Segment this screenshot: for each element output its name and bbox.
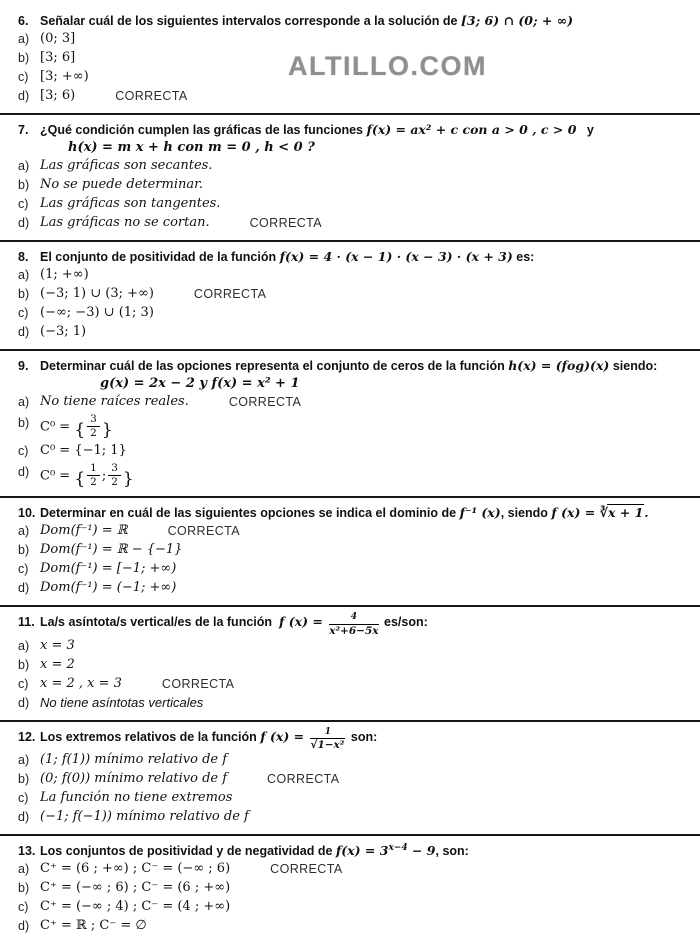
correcta-label: CORRECTA: [115, 89, 188, 103]
question-header: [18, 613, 688, 636]
title-math: f⁻¹ (x): [459, 505, 501, 521]
title-tail: son:: [350, 729, 378, 744]
option-row: [18, 214, 688, 232]
question-header: [18, 357, 688, 393]
option-row: [18, 266, 688, 284]
option-text: C⁺ = ℝ ; C⁻ = ∅: [40, 917, 147, 933]
close-brace: }: [101, 420, 113, 440]
title-math: [336, 843, 436, 858]
question-number: 10.: [18, 506, 36, 521]
fraction-numerator: 3: [108, 463, 121, 476]
option-letter: a): [18, 638, 30, 653]
title-mid: , siendo: [500, 506, 548, 521]
option-row: [18, 414, 688, 439]
question-number: 8.: [18, 250, 29, 264]
close-brace: }: [122, 469, 134, 490]
fraction-denominator: 2: [90, 476, 97, 489]
option-letter: c): [18, 899, 29, 914]
title-text: Los extremos relativos de la función: [40, 729, 257, 744]
option-row: [18, 157, 688, 175]
option-text: C⁺ = (−∞ ; 6) ; C⁻ = (6 ; +∞): [40, 879, 231, 895]
option-row: [18, 751, 688, 769]
option-row: [18, 808, 688, 826]
option-row: [18, 195, 688, 213]
title-text: Determinar cuál de las opciones representa el conjunto de ceros de la función: [40, 359, 505, 373]
option-row: [18, 87, 688, 105]
function-expr: f (x) =: [278, 614, 323, 630]
option-text: (−1; f(−1)) mínimo relativo de f: [40, 808, 249, 824]
option-letter: b): [18, 880, 30, 895]
title-math-line2: h(x) = m x + h con m = 0 , h < 0 ?: [68, 140, 315, 155]
option-row: [18, 789, 688, 807]
fraction-denominator: 2: [111, 476, 118, 489]
option-row: [18, 442, 688, 460]
option-text: [40, 414, 113, 439]
option-text: (−∞; −3) ∪ (1; 3): [40, 305, 154, 320]
option-row: [18, 656, 688, 674]
option-letter: a): [18, 32, 30, 46]
option-letter: d): [18, 216, 30, 230]
option-row: [18, 675, 688, 693]
option-letter: a): [18, 752, 30, 767]
option-text: (0; 3]: [40, 31, 76, 46]
question-title: [40, 728, 688, 751]
radicand: x + 1: [607, 505, 644, 521]
question-header: [18, 12, 688, 30]
option-letter: d): [18, 695, 30, 710]
question-title: [40, 357, 688, 393]
title-math: f(x) = ax² + c con a > 0 , c > 0: [366, 122, 577, 137]
option-row: [18, 304, 688, 322]
option-row: [18, 898, 688, 916]
question-title: [40, 613, 688, 636]
question-13: [0, 836, 694, 943]
fraction-separator: ;: [101, 468, 107, 484]
title-tail: es:: [516, 250, 535, 264]
option-row: [18, 30, 688, 48]
fraction-numerator: 4: [329, 613, 378, 624]
question-9: [0, 351, 694, 496]
function-expr: f (x) =: [260, 728, 305, 744]
option-letter: c): [18, 444, 29, 459]
title-math-line2: g(x) = 2x − 2 y f(x) = x² + 1: [100, 376, 300, 391]
option-row: [18, 323, 688, 341]
open-brace: {: [74, 420, 86, 440]
title-text: Determinar en cuál de las siguientes opciones se indica el dominio de: [40, 506, 457, 521]
fraction: [87, 414, 100, 439]
option-letter: c): [18, 562, 29, 577]
fraction: [329, 613, 378, 636]
option-row: [18, 879, 688, 897]
fraction-denominator: x²+6−5x: [329, 624, 379, 637]
option-letter: b): [18, 416, 30, 430]
question-number: 11.: [18, 615, 35, 630]
question-10: [0, 498, 694, 605]
option-row: [18, 579, 688, 597]
question-number: 6.: [18, 14, 29, 28]
fraction-numerator: 1: [87, 463, 100, 476]
option-letter: b): [18, 178, 30, 192]
question-number: 13.: [18, 843, 36, 858]
question-title: [40, 248, 688, 266]
fraction: [310, 728, 345, 751]
option-text: [3; 6]: [40, 50, 76, 65]
radicand: 1−x²: [317, 738, 345, 751]
question-title: [40, 504, 688, 522]
title-math-root: [551, 505, 648, 520]
question-11: [0, 607, 694, 719]
option-letter: d): [18, 89, 30, 103]
set-symbol: C⁰ =: [40, 419, 71, 435]
period: .: [644, 505, 649, 521]
option-row: [18, 522, 688, 540]
option-text: No se puede determinar.: [40, 177, 204, 192]
option-text: [3; 6): [40, 88, 76, 103]
option-text: [3; +∞): [40, 69, 89, 84]
option-letter: b): [18, 287, 30, 301]
option-text: Dom(f⁻¹) = (−1; +∞): [40, 580, 177, 596]
option-row: [18, 917, 688, 935]
option-row: [18, 637, 688, 655]
option-letter: d): [18, 325, 30, 339]
option-text: (−3; 1) ∪ (3; +∞): [40, 286, 154, 301]
option-text: No tiene asíntotas verticales: [40, 694, 204, 710]
fraction-numerator: 1: [310, 728, 345, 739]
title-tail: siendo:: [612, 359, 658, 373]
option-row: [18, 770, 688, 788]
option-text: C⁺ = (−∞ ; 4) ; C⁻ = (4 ; +∞): [40, 898, 231, 914]
correcta-label: CORRECTA: [193, 287, 267, 301]
question-header: [18, 504, 688, 522]
option-text: x = 2 , x = 3: [40, 675, 122, 691]
title-text: Señalar cuál de los siguientes intervalos corresponde a la solución de: [40, 14, 458, 28]
option-letter: a): [18, 159, 30, 173]
option-letter: d): [18, 581, 30, 596]
option-letter: a): [18, 395, 30, 409]
watermark: ALTILLO.COM: [288, 51, 487, 81]
question-8: [0, 242, 694, 349]
fraction-numerator: 3: [87, 414, 100, 427]
option-letter: c): [18, 70, 29, 84]
function-expr: f(x) = 3: [335, 842, 389, 858]
option-row: [18, 560, 688, 578]
cube-root-icon: ∛: [599, 505, 608, 521]
option-letter: b): [18, 657, 30, 672]
title-tail: y: [586, 123, 594, 137]
correcta-label: CORRECTA: [228, 395, 302, 409]
option-row: [18, 285, 688, 303]
option-text: Dom(f⁻¹) = ℝ − {−1}: [40, 542, 183, 558]
title-math: f(x) = 4 · (x − 1) · (x − 3) · (x + 3): [279, 249, 513, 264]
option-letter: a): [18, 268, 30, 282]
question-7: [0, 115, 694, 240]
question-header: [18, 728, 688, 751]
option-row: [18, 176, 688, 194]
title-tail: , son:: [435, 843, 469, 858]
option-letter: b): [18, 771, 30, 786]
question-title: [40, 12, 688, 30]
exponent: x−4: [388, 842, 408, 853]
title-text: ¿Qué condición cumplen las gráficas de las funciones: [40, 123, 363, 137]
option-text: Las gráficas no se cortan.: [40, 215, 210, 230]
option-text: (0; f(0)) mínimo relativo de f: [40, 770, 228, 786]
option-text: (1; +∞): [40, 267, 89, 282]
function-expr: f (x) =: [551, 505, 596, 521]
option-text: (−3; 1): [40, 324, 87, 339]
title-math: h(x) = (fog)(x): [508, 358, 610, 373]
square-root-icon: √: [310, 738, 318, 751]
question-title: [40, 842, 688, 860]
option-text: C⁺ = (6 ; +∞) ; C⁻ = (−∞ ; 6): [40, 860, 231, 876]
option-text: x = 3: [40, 637, 75, 653]
title-math: [278, 612, 381, 637]
option-row: [18, 860, 688, 878]
fraction-denominator: [310, 739, 345, 751]
option-letter: c): [18, 790, 29, 805]
option-letter: d): [18, 465, 30, 480]
question-title: [40, 121, 688, 157]
option-text: Las gráficas son secantes.: [40, 158, 213, 173]
correcta-label: CORRECTA: [249, 216, 323, 230]
open-brace: {: [74, 469, 86, 490]
option-letter: c): [18, 197, 29, 211]
title-math: [3; 6) ∩ (0; + ∞): [460, 13, 574, 28]
title-math: [260, 726, 347, 751]
option-text: [40, 463, 134, 488]
option-letter: b): [18, 51, 30, 65]
option-letter: d): [18, 918, 30, 933]
fraction: [87, 463, 100, 488]
question-header: [18, 842, 688, 860]
function-expr-tail: − 9: [411, 842, 436, 858]
option-text: C⁰ = {−1; 1}: [40, 443, 127, 459]
option-letter: d): [18, 809, 30, 824]
question-header: [18, 248, 688, 266]
option-letter: c): [18, 306, 29, 320]
question-header: [18, 121, 688, 157]
option-text: Las gráficas son tangentes.: [40, 196, 221, 211]
question-number: 7.: [18, 123, 29, 137]
option-text: La función no tiene extremos: [40, 789, 233, 805]
title-text: El conjunto de positividad de la función: [40, 250, 277, 264]
set-symbol: C⁰ =: [40, 468, 71, 484]
option-row: [18, 541, 688, 559]
correcta-label: CORRECTA: [270, 861, 343, 876]
option-row: [18, 694, 688, 712]
fraction: [108, 463, 121, 488]
option-letter: c): [18, 676, 29, 691]
title-text: La/s asíntota/s vertical/es de la función: [40, 615, 273, 630]
title-text: Los conjuntos de positividad y de negatividad de: [40, 843, 333, 858]
option-text: x = 2: [40, 656, 75, 672]
title-tail: es/son:: [384, 615, 428, 630]
option-text: Dom(f⁻¹) = ℝ: [40, 523, 128, 539]
option-text: Dom(f⁻¹) = [−1; +∞): [40, 561, 177, 577]
correcta-label: CORRECTA: [267, 771, 340, 786]
correcta-label: CORRECTA: [167, 524, 240, 539]
option-text: (1; f(1)) mínimo relativo de f: [40, 751, 228, 767]
option-row: [18, 463, 688, 488]
question-number: 9.: [18, 359, 29, 373]
fraction-denominator: 2: [90, 427, 97, 440]
correcta-label: CORRECTA: [161, 676, 235, 691]
option-letter: a): [18, 861, 30, 876]
option-row: [18, 393, 688, 411]
option-text: No tiene raíces reales.: [40, 394, 189, 409]
question-12: [0, 722, 694, 834]
option-letter: b): [18, 543, 30, 558]
question-number: 12.: [18, 729, 36, 744]
option-letter: a): [18, 524, 30, 539]
